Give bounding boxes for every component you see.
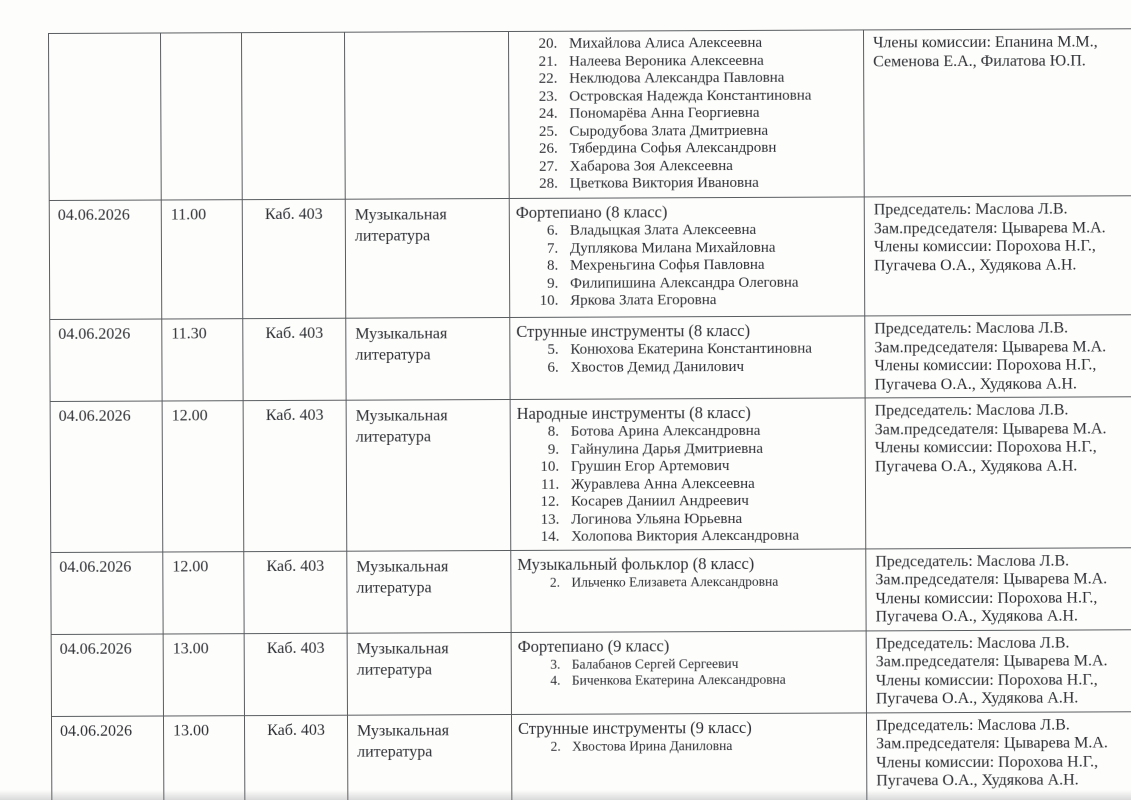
subject-cell: [344, 31, 509, 199]
students-list: [516, 340, 858, 376]
subject-cell: Музыкальная литература: [346, 399, 511, 550]
room-cell: [242, 32, 346, 199]
student-item: 10. Яркова Злата Егоровна: [562, 291, 858, 310]
date-cell: 04.06.2026: [51, 634, 163, 716]
student-item: 11. Журавлева Анна Алексеевна: [563, 475, 859, 494]
room-cell: Каб. 403: [244, 633, 347, 715]
students-list: [517, 422, 860, 546]
commission-cell: Председатель: Маслова Л.В. Зам.председателя: Цыварева М.А. Члены комиссии: Порохова Н.Г., Пугачева О.А., Худякова А.Н.: [866, 711, 1131, 800]
student-item: 13. Логинова Ульяна Юрьевна: [563, 510, 859, 529]
student-item: 4. Биченкова Екатерина Александровна: [564, 671, 860, 689]
subject-cell: Музыкальная литература: [347, 632, 511, 715]
student-item: 27. Хабарова Зоя Алексеевна: [562, 157, 858, 176]
date-cell: 04.06.2026: [51, 552, 163, 634]
exam-group-title: Струнные инструменты (8 класс): [516, 320, 751, 341]
exam-schedule-table: [48, 28, 1131, 800]
room-cell: Каб. 403: [242, 199, 346, 318]
students-list: [518, 655, 860, 689]
students-cell: [510, 316, 865, 400]
room-cell: Каб. 403: [244, 715, 347, 800]
student-item: 6. Владыцкая Злата Алексеевна: [562, 221, 858, 240]
student-item: 28. Цветкова Виктория Ивановна: [562, 174, 858, 193]
room-cell: Каб. 403: [243, 318, 346, 400]
student-item: 21. Налеева Вероника Алексеевна: [561, 52, 857, 71]
scan-edge-shadow: [0, 790, 1131, 800]
table-row: [51, 547, 1131, 634]
student-item: 6. Хвостов Демид Данилович: [562, 358, 858, 377]
subject-cell: Музыкальная литература: [346, 317, 510, 400]
student-item: 7. Дуплякова Милана Михайловна: [562, 239, 858, 258]
student-item: 2. Ильченко Елизавета Александровна: [563, 573, 859, 591]
exam-group-title: Фортепиано (9 класс): [517, 635, 670, 656]
table-row: [49, 29, 1131, 201]
time-cell: 13.00: [163, 633, 244, 715]
table-row: [51, 711, 1131, 800]
student-item: 24. Пономарёва Анна Георгиевна: [561, 104, 857, 123]
students-cell: [511, 548, 866, 632]
date-cell: [49, 33, 162, 200]
subject-cell: Музыкальная литература: [345, 198, 510, 318]
students-cell: [510, 398, 866, 550]
student-item: 9. Филипишина Александра Олеговна: [562, 274, 858, 293]
exam-group-title: Фортепиано (8 класс): [515, 202, 668, 222]
student-item: 2. Хвостова Ирина Даниловна: [564, 737, 860, 755]
time-cell: 11.00: [161, 200, 243, 319]
table-row: [51, 629, 1131, 716]
student-item: 8. Ботова Арина Александровна: [563, 422, 859, 441]
students-cell: [511, 630, 866, 714]
date-cell: 04.06.2026: [51, 716, 163, 800]
time-cell: 13.00: [163, 715, 244, 800]
student-item: 25. Сыродубова Злата Дмитриевна: [561, 122, 857, 141]
commission-cell: Председатель: Маслова Л.В. Зам.председателя: Цыварева М.А. Члены комиссии: Порохова Н.Г., Пугачева О.А., Худякова А.Н.: [864, 196, 1131, 316]
time-cell: 12.00: [163, 551, 244, 633]
student-item: 9. Гайнулина Дарья Дмитриевна: [563, 440, 859, 459]
student-item: 23. Островская Надежда Константиновна: [561, 87, 857, 106]
student-item: 10. Грушин Егор Артемович: [563, 457, 859, 476]
room-cell: Каб. 403: [243, 400, 347, 551]
time-cell: 11.30: [162, 319, 243, 401]
student-item: 26. Тябердина Софья Александровн: [561, 139, 857, 158]
commission-cell: Председатель: Маслова Л.В. Зам.председателя: Цыварева М.А. Члены комиссии: Порохова Н.Г., Пугачева О.А., Худякова А.Н.: [866, 629, 1131, 712]
exam-group-title: Струнные инструменты (9 класс): [517, 717, 752, 738]
commission-cell: Члены комиссии: Епанина М.М., Семенова Е.А., Филатова Ю.П.: [863, 29, 1131, 197]
commission-cell: Председатель: Маслова Л.В. Зам.председателя: Цыварева М.А. Члены комиссии: Порохова Н.Г., Пугачева О.А., Худякова А.Н.: [865, 397, 1131, 549]
date-cell: 04.06.2026: [50, 401, 163, 552]
subject-cell: Музыкальная литература: [347, 714, 511, 800]
student-item: 22. Неклюдова Александра Павловна: [561, 69, 857, 88]
students-list: [518, 737, 860, 755]
time-cell: [161, 33, 243, 200]
students-cell: [511, 712, 866, 800]
time-cell: 12.00: [162, 401, 244, 552]
student-item: 8. Мехреньгина Софья Павловна: [562, 256, 858, 275]
table-row: [49, 196, 1131, 320]
students-cell: [508, 30, 864, 199]
student-item: 12. Косарев Даниил Андреевич: [563, 492, 859, 511]
date-cell: 04.06.2026: [49, 200, 162, 319]
commission-cell: Председатель: Маслова Л.В. Зам.председателя: Цыварева М.А. Члены комиссии: Порохова Н.Г., Пугачева О.А., Худякова А.Н.: [865, 315, 1131, 398]
table-row: [50, 315, 1131, 402]
exam-group-title: Народные инструменты (8 класс): [516, 402, 751, 423]
subject-cell: Музыкальная литература: [347, 550, 511, 633]
exam-group-title: Музыкальный фольклор (8 класс): [517, 553, 755, 574]
student-item: 3. Балабанов Сергей Сергеевич: [564, 655, 860, 673]
student-item: 20. Михайлова Алиса Алексеевна: [561, 34, 857, 53]
commission-cell: Председатель: Маслова Л.В. Зам.председателя: Цыварева М.А. Члены комиссии: Порохова Н.Г., Пугачева О.А., Худякова А.Н.: [866, 547, 1131, 630]
students-list: [515, 34, 858, 193]
table-row: [50, 397, 1131, 552]
room-cell: Каб. 403: [244, 551, 347, 633]
student-item: 14. Холопова Виктория Александровна: [563, 527, 859, 546]
students-cell: [509, 197, 865, 318]
date-cell: 04.06.2026: [50, 319, 162, 401]
student-item: 5. Конюхова Екатерина Константиновна: [562, 340, 858, 359]
students-list: [517, 573, 859, 591]
students-list: [516, 221, 858, 310]
